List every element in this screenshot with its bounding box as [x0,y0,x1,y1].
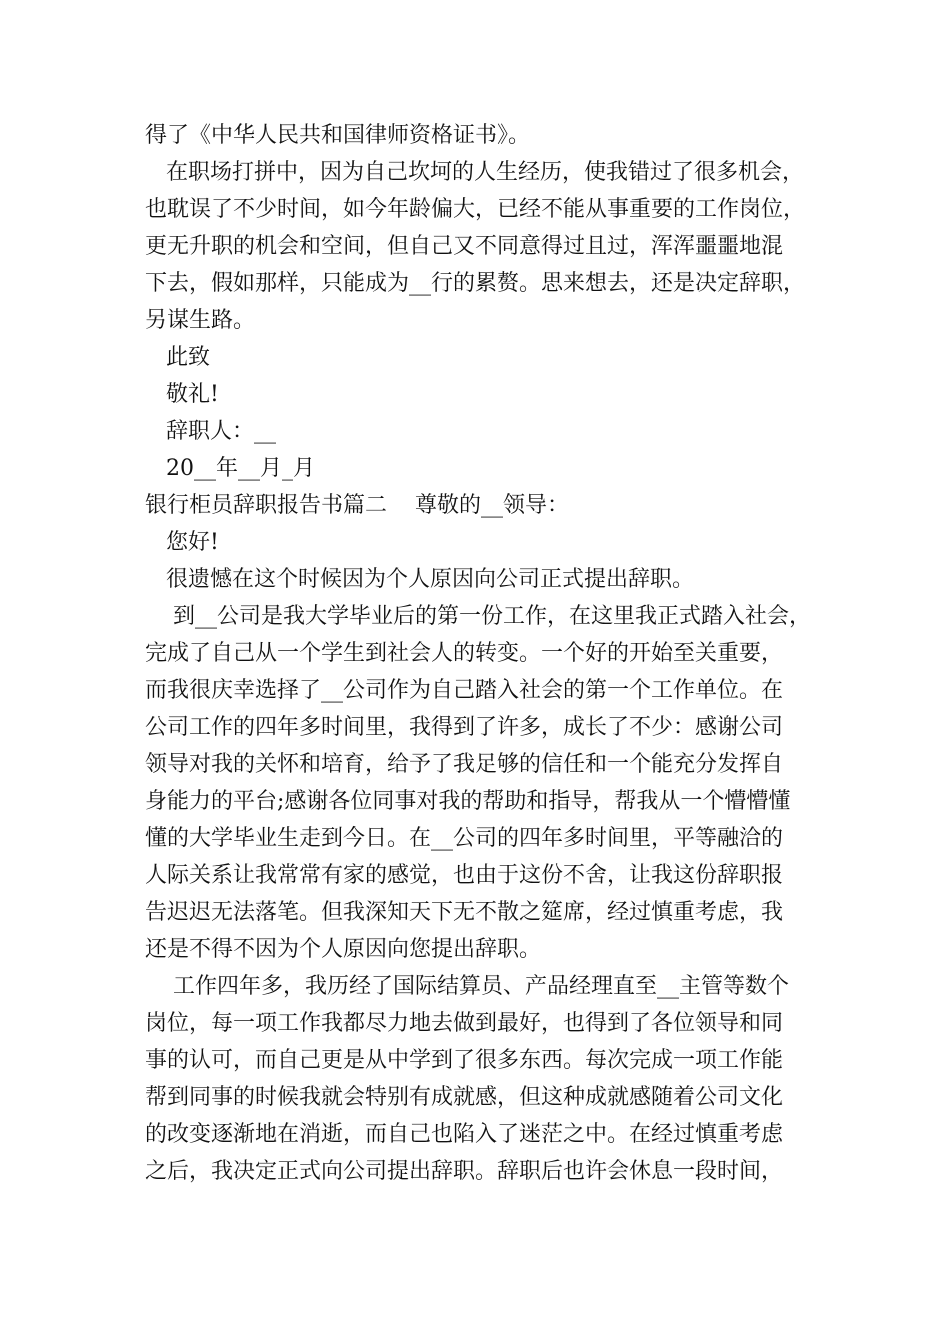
greeting: 您好! [145,530,219,555]
text-line: 还是不得不因为个人原因向您提出辞职。 [145,937,542,962]
text-line: 完成了自己从一个学生到社会人的转变。一个好的开始至关重要， [145,641,784,666]
text-line: 在职场打拼中，因为自己坎坷的人生经历，使我错过了很多机会， [145,160,804,185]
text-line: 也耽误了不少时间，如今年龄偏大，已经不能从事重要的工作岗位， [145,197,806,222]
text-line: 工作四年多，我历经了国际结算员、产品经理直至__主管等数个 [145,974,789,999]
text-line: 得了《中华人民共和国律师资格证书》。 [145,123,531,148]
text-line: 的改变逐渐地在消逝，而自己也陷入了迷茫之中。在经过慎重考虑 [145,1122,784,1147]
text-line: 之后，我决定正式向公司提出辞职。辞职后也许会休息一段时间， [145,1159,784,1184]
text-line: 更无升职的机会和空间，但自己又不同意得过且过，浑浑噩噩地混 [145,234,784,259]
section-heading: 银行柜员辞职报告书篇二 尊敬的__领导： [145,493,569,518]
closing-regards: 敬礼! [145,382,219,407]
text-line: 帮到同事的时候我就会特别有成就感，但这种成就感随着公司文化 [145,1085,784,1110]
text-line: 告迟迟无法落笔。但我深知天下无不散之筵席，经过慎重考虑，我 [145,900,784,925]
document-body [145,117,845,1190]
text-line: 人际关系让我常常有家的感觉，也由于这份不舍，让我这份辞职报 [145,863,784,888]
text-line: 事的认可，而自己更是从中学到了很多东西。每次完成一项工作能 [145,1048,784,1073]
signature-date: 20__年__月_月 [145,456,315,481]
resigner-signature: 辞职人：__ [145,419,276,444]
text-line: 领导对我的关怀和培育，给予了我足够的信任和一个能充分发挥自 [145,752,784,777]
text-line: 下去，假如那样，只能成为__行的累赘。思来想去，还是决定辞职， [145,271,806,296]
closing-salutation: 此致 [145,345,210,370]
text-line: 懂的大学毕业生走到今日。在__公司的四年多时间里，平等融洽的 [145,826,784,851]
text-line: 岗位，每一项工作我都尽力地去做到最好，也得到了各位领导和同 [145,1011,784,1036]
text-line: 公司工作的四年多时间里，我得到了许多，成长了不少：感谢公司 [145,715,784,740]
text-line: 很遗憾在这个时候因为个人原因向公司正式提出辞职。 [145,567,694,592]
text-line: 身能力的平台;感谢各位同事对我的帮助和指导，帮我从一个懵懵懂 [145,789,791,814]
text-line: 而我很庆幸选择了__公司作为自己踏入社会的第一个工作单位。在 [145,678,784,703]
text-line: 到__公司是我大学毕业后的第一份工作，在这里我正式踏入社会， [145,604,811,629]
text-line: 另谋生路。 [145,308,256,333]
